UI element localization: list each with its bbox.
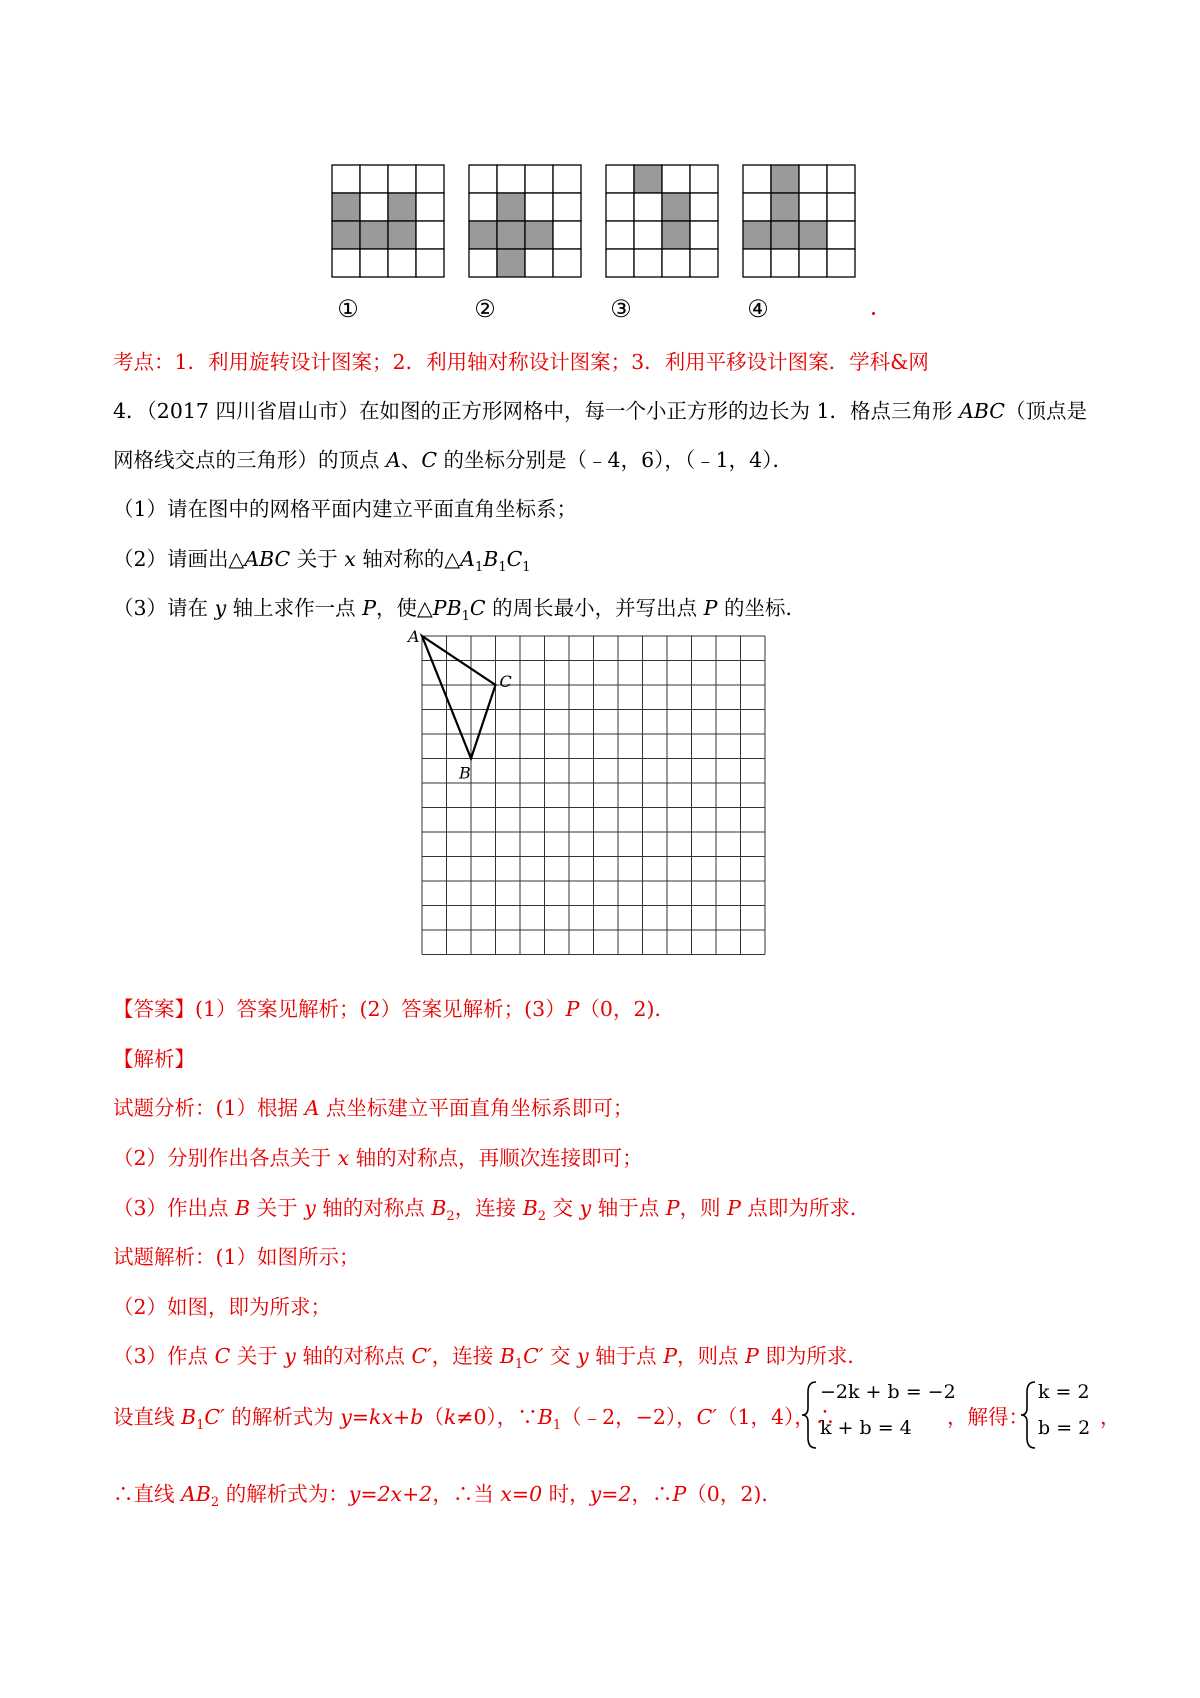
analysis-line-1: 试题分析：(1）根据 A 点坐标建立平面直角坐标系即可； (113, 1096, 634, 1120)
grid-cell (743, 249, 771, 277)
tile-label-3: ③ (610, 295, 632, 323)
tile-label-4: ④ (747, 295, 769, 323)
analysis-line-7: 设直线 $B_1C'$ 的解析式为 y=kx+b（k≠0），$\because B_1(﹣2$，−2），C′（1，4），∴ (113, 1405, 836, 1433)
grid-cell (553, 193, 581, 221)
grid-cell (416, 193, 444, 221)
system-2-row-1: k = 2 (1038, 1381, 1090, 1403)
system-1-row-2: k + b = 4 (820, 1417, 912, 1439)
grid-cell (360, 165, 388, 193)
grid-cell (690, 193, 718, 221)
analysis-line-4: 试题解析：(1）如图所示； (113, 1245, 360, 1269)
shaded-cell (332, 193, 360, 221)
analysis-line-3: （3）作出点 B 关于 y 轴的对称点 $B_2$，连接 $B_2$ 交 y 轴于点 P，则 P 点即为所求． (113, 1196, 871, 1224)
grid-cell (416, 221, 444, 249)
grid-cell (827, 193, 855, 221)
grid-cell (553, 221, 581, 249)
grid-cell (469, 165, 497, 193)
shaded-cell (771, 165, 799, 193)
shaded-cell (799, 221, 827, 249)
grid-cell (743, 165, 771, 193)
question-line-2: 网格线交点的三角形）的顶点 A、C 的坐标分别是（﹣4，6），（﹣1，4）． (113, 448, 793, 472)
grid-cell (469, 249, 497, 277)
shaded-cell (771, 221, 799, 249)
shaded-cell (332, 221, 360, 249)
red-dot (872, 312, 875, 315)
grid-cell (662, 249, 690, 277)
shaded-cell (469, 221, 497, 249)
tile-pattern-3 (606, 165, 718, 277)
shaded-cell (497, 221, 525, 249)
tile-patterns-svg (330, 163, 870, 333)
coordinate-grid-figure (410, 628, 770, 988)
shaded-cell (388, 193, 416, 221)
question-part-3: （3）请在 y 轴上求作一点 P，使$\triangle PB_1C$ 的周长最小，并写出点 P 的坐标． (113, 596, 806, 624)
answer-line: 【答案】(1）答案见解析；(2）答案见解析；(3）P（0，2)． (113, 997, 676, 1021)
tile-pattern-1 (332, 165, 444, 277)
shaded-cell (388, 221, 416, 249)
solve-text: ，解得： (947, 1405, 1029, 1429)
grid-cell (771, 249, 799, 277)
grid-cell (606, 221, 634, 249)
grid-cell (525, 165, 553, 193)
grid-cell (332, 249, 360, 277)
analysis-tag: 【解析】 (113, 1047, 195, 1071)
grid-cell (606, 193, 634, 221)
system-1-row-1: −2k + b = −2 (820, 1381, 956, 1403)
grid-cell (416, 249, 444, 277)
grid-lines (422, 636, 765, 955)
shaded-cell (497, 193, 525, 221)
brace-system-1 (800, 1380, 820, 1450)
grid-cell (606, 249, 634, 277)
vertex-label-c: C (499, 672, 512, 691)
shaded-cell (662, 221, 690, 249)
grid-cell (388, 249, 416, 277)
analysis-line-5: （2）如图，即为所求； (113, 1295, 332, 1319)
shaded-cell (662, 193, 690, 221)
brace-system-2 (1019, 1380, 1039, 1450)
grid-cell (799, 193, 827, 221)
grid-cell (497, 165, 525, 193)
shaded-cell (743, 221, 771, 249)
shaded-cell (525, 221, 553, 249)
tile-label-2: ② (474, 295, 496, 323)
tile-patterns (330, 163, 870, 333)
grid-cell (388, 165, 416, 193)
tile-label-1: ① (337, 295, 359, 323)
grid-cell (690, 165, 718, 193)
grid-cell (553, 165, 581, 193)
grid-cell (827, 249, 855, 277)
kaodian-text: 考点：1．利用旋转设计图案；2．利用轴对称设计图案；3．利用平移设计图案．学科&网 (113, 350, 929, 374)
question-part-1: （1）请在图中的网格平面内建立平面直角坐标系； (113, 497, 578, 521)
triangle-abc (422, 636, 496, 759)
analysis-line-8: ∴直线 $AB_2$ 的解析式为：y=2x+2，∴当 x=0 时，y=2，∴P（0，2)． (113, 1482, 782, 1510)
grid-cell (827, 221, 855, 249)
grid-cell (360, 249, 388, 277)
grid-cell (690, 249, 718, 277)
grid-cell (416, 165, 444, 193)
answer-tag: 【答案】 (113, 997, 195, 1021)
system-comma: ， (1100, 1405, 1121, 1429)
question-line-1: 4．（2017 四川省眉山市）在如图的正方形网格中，每一个小正方形的边长为 1．格点三角形 ABC（顶点是 (113, 399, 1087, 423)
grid-cell (332, 165, 360, 193)
vertex-label-b: B (459, 763, 471, 783)
grid-cell (827, 165, 855, 193)
vertex-label-a: A (408, 627, 420, 646)
tile-pattern-2 (469, 165, 581, 277)
grid-cell (662, 165, 690, 193)
grid-cell (525, 249, 553, 277)
system-2-row-2: b = 2 (1038, 1417, 1091, 1439)
grid-cell (634, 249, 662, 277)
shaded-cell (360, 221, 388, 249)
shaded-cell (634, 165, 662, 193)
grid-cell (634, 221, 662, 249)
grid-cell (743, 193, 771, 221)
grid-cell (553, 249, 581, 277)
shaded-cell (771, 193, 799, 221)
grid-cell (690, 221, 718, 249)
grid-cell (606, 165, 634, 193)
shaded-cell (497, 249, 525, 277)
analysis-line-6: （3）作点 C 关于 y 轴的对称点 C′，连接 $B_1C'$ 交 y 轴于点 P，则点 P 即为所求． (113, 1344, 868, 1372)
tile-pattern-4 (743, 165, 855, 277)
grid-cell (799, 249, 827, 277)
grid-cell (360, 193, 388, 221)
grid-cell (525, 193, 553, 221)
grid-cell (469, 193, 497, 221)
question-part-2: （2）请画出△ABC 关于 x 轴对称的$\triangle A_1B_1C_1$ (113, 547, 531, 575)
grid-cell (799, 165, 827, 193)
grid-cell (634, 193, 662, 221)
analysis-line-2: （2）分别作出各点关于 x 轴的对称点，再顺次连接即可； (113, 1146, 643, 1170)
